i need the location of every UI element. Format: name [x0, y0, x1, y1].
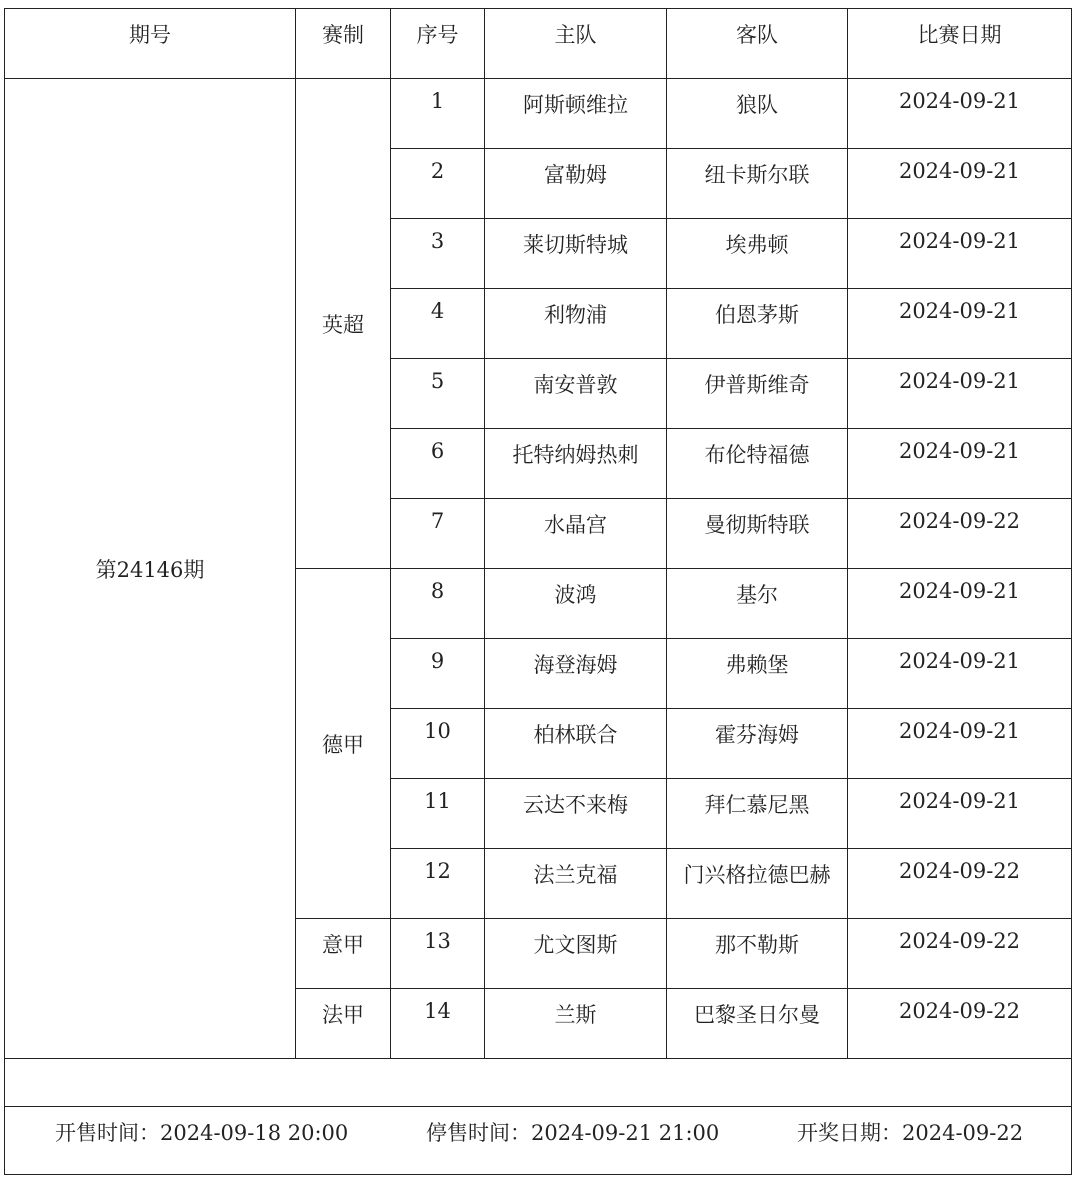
match-date: 2024-09-21 [848, 639, 1072, 709]
match-number: 6 [391, 429, 485, 499]
match-number: 8 [391, 569, 485, 639]
home-team: 莱切斯特城 [485, 219, 667, 289]
away-team: 门兴格拉德巴赫 [667, 849, 848, 919]
away-team: 弗赖堡 [667, 639, 848, 709]
footer-row [5, 1107, 1072, 1175]
match-number: 13 [391, 919, 485, 989]
match-date: 2024-09-21 [848, 709, 1072, 779]
draw-date: 开奖日期：2024-09-22 [797, 1121, 1024, 1145]
match-number: 7 [391, 499, 485, 569]
match-schedule-table [4, 8, 1072, 1175]
blank-row [5, 1059, 1072, 1107]
match-number: 5 [391, 359, 485, 429]
league-cell: 意甲 [296, 919, 391, 989]
match-date: 2024-09-21 [848, 149, 1072, 219]
home-team: 托特纳姆热刺 [485, 429, 667, 499]
away-team: 狼队 [667, 79, 848, 149]
away-team: 那不勒斯 [667, 919, 848, 989]
match-date: 2024-09-21 [848, 219, 1072, 289]
away-team: 伊普斯维奇 [667, 359, 848, 429]
match-number: 1 [391, 79, 485, 149]
home-team: 法兰克福 [485, 849, 667, 919]
header-away-team: 客队 [667, 9, 848, 79]
league-cell: 英超 [296, 79, 391, 569]
header-issue: 期号 [5, 9, 296, 79]
away-team: 巴黎圣日尔曼 [667, 989, 848, 1059]
footer-cell [5, 1107, 1072, 1175]
match-date: 2024-09-21 [848, 429, 1072, 499]
match-date: 2024-09-21 [848, 569, 1072, 639]
away-team: 伯恩茅斯 [667, 289, 848, 359]
match-number: 12 [391, 849, 485, 919]
match-number: 10 [391, 709, 485, 779]
away-team: 拜仁慕尼黑 [667, 779, 848, 849]
match-date: 2024-09-22 [848, 989, 1072, 1059]
away-team: 布伦特福德 [667, 429, 848, 499]
away-team: 纽卡斯尔联 [667, 149, 848, 219]
match-number: 14 [391, 989, 485, 1059]
home-team: 柏林联合 [485, 709, 667, 779]
home-team: 海登海姆 [485, 639, 667, 709]
away-team: 埃弗顿 [667, 219, 848, 289]
sale-start-time: 开售时间：2024-09-18 20:00 [55, 1121, 349, 1145]
header-league: 赛制 [296, 9, 391, 79]
match-number: 2 [391, 149, 485, 219]
league-cell: 德甲 [296, 569, 391, 919]
header-number: 序号 [391, 9, 485, 79]
away-team: 霍芬海姆 [667, 709, 848, 779]
issue-cell: 第24146期 [5, 79, 296, 1059]
match-number: 4 [391, 289, 485, 359]
blank-cell [5, 1059, 1072, 1107]
match-row [5, 79, 1072, 149]
home-team: 利物浦 [485, 289, 667, 359]
match-date: 2024-09-21 [848, 779, 1072, 849]
match-date: 2024-09-21 [848, 289, 1072, 359]
match-date: 2024-09-22 [848, 919, 1072, 989]
home-team: 尤文图斯 [485, 919, 667, 989]
home-team: 阿斯顿维拉 [485, 79, 667, 149]
home-team: 波鸿 [485, 569, 667, 639]
match-date: 2024-09-22 [848, 499, 1072, 569]
header-home-team: 主队 [485, 9, 667, 79]
league-cell: 法甲 [296, 989, 391, 1059]
home-team: 兰斯 [485, 989, 667, 1059]
header-row [5, 9, 1072, 79]
match-date: 2024-09-21 [848, 359, 1072, 429]
match-number: 9 [391, 639, 485, 709]
match-date: 2024-09-21 [848, 79, 1072, 149]
match-number: 11 [391, 779, 485, 849]
home-team: 南安普敦 [485, 359, 667, 429]
match-date: 2024-09-22 [848, 849, 1072, 919]
home-team: 水晶宫 [485, 499, 667, 569]
away-team: 基尔 [667, 569, 848, 639]
match-number: 3 [391, 219, 485, 289]
away-team: 曼彻斯特联 [667, 499, 848, 569]
home-team: 富勒姆 [485, 149, 667, 219]
header-match-date: 比赛日期 [848, 9, 1072, 79]
home-team: 云达不来梅 [485, 779, 667, 849]
sale-stop-time: 停售时间：2024-09-21 21:00 [426, 1121, 720, 1145]
